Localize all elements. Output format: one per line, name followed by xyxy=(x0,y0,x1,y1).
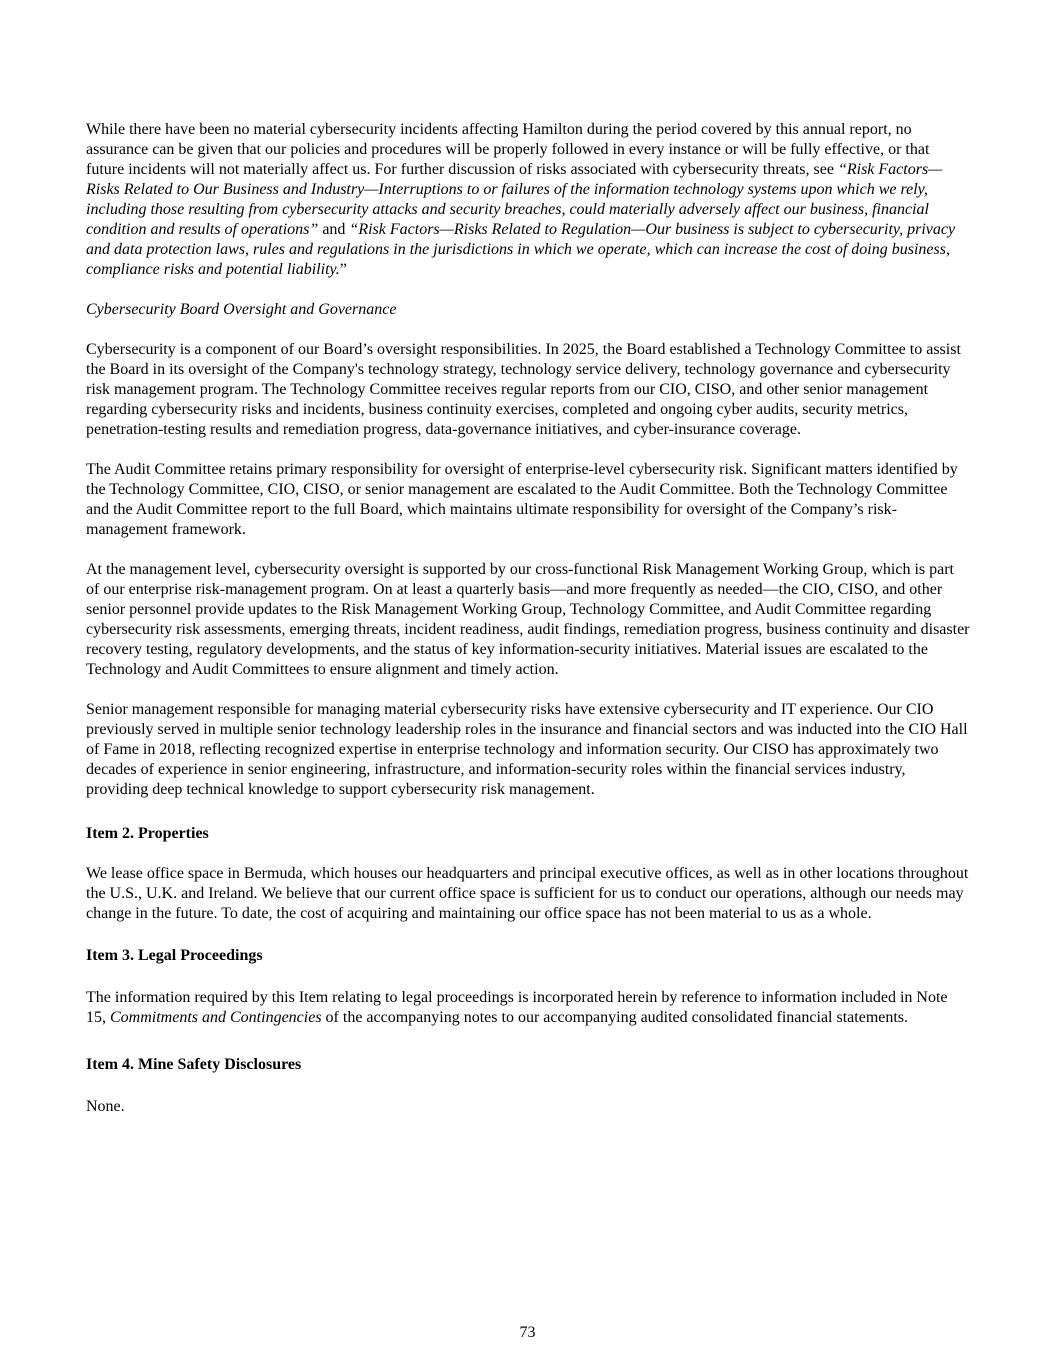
paragraph-text: The information required by this Item relating to legal proceedings is incorporated herein by reference to information included in Note 15, xyxy=(86,989,948,1026)
closing-quote: ” xyxy=(339,261,347,278)
item-2-heading: Item 2. Properties xyxy=(86,825,209,842)
note-title: Commitments and Contingencies xyxy=(110,1009,322,1026)
management-oversight-paragraph: At the management level, cybersecurity oversight is supported by our cross-functional Risk Management Working Group, which is part of our enterprise risk-management program. On at least a quarterly basis—and more frequently as needed—the CIO, CISO, and other senior personnel provide updates to the Risk Management Working Group, Technology Committee, and Audit Committee regarding cybersecurity risk assessments, emerging threats, incident readiness, audit findings, remediation progress, business continuity and disaster recovery testing, regulatory developments, and the status of key information-security initiatives. Material issues are escalated to the Technology and Audit Committees to ensure alignment and timely action. xyxy=(86,561,970,678)
paragraph-text: While there have been no material cybersecurity incidents affecting Hamilton during the period covered by this annual report, no assurance can be given that our policies and procedures will be properly followed in every instance or will be fully effective, or that future incidents will not materially affect us. For further discussion of risks associated with cybersecurity threats, see xyxy=(86,121,930,178)
risk-factor-reference-1: “Risk Factors—Risks Related to Our Business and Industry—Interruptions to or failures of the information technology systems upon which we rely, including those resulting from cybersecurity attacks and security breaches, could materially adversely affect our business, financial condition and results of operations” xyxy=(86,161,943,238)
risk-factor-reference-2: “Risk Factors—Risks Related to Regulation—Our business is subject to cybersecurity, privacy and data protection laws, rules and regulations in the jurisdictions in which we operate, which can increase the cost of doing business, compliance risks and potential liability. xyxy=(86,221,956,278)
document-page xyxy=(86,120,970,1117)
risk-discussion-paragraph xyxy=(86,120,970,280)
senior-management-paragraph: Senior management responsible for managing material cybersecurity risks have extensive cybersecurity and IT experience. Our CIO previously served in multiple senior technology leadership roles in the insurance and financial sectors and was inducted into the CIO Hall of Fame in 2018, reflecting recognized expertise in enterprise technology and information security. Our CISO has approximately two decades of experience in senior engineering, infrastructure, and information-security roles within the financial services industry, providing deep technical knowledge to support cybersecurity risk management. xyxy=(86,701,968,798)
audit-committee-paragraph: The Audit Committee retains primary responsibility for oversight of enterprise-level cybersecurity risk. Significant matters identified by the Technology Committee, CIO, CISO, or senior management are escalated to the Audit Committee. Both the Technology Committee and the Audit Committee report to the full Board, which maintains ultimate responsibility for oversight of the Company’s risk-management framework. xyxy=(86,461,958,538)
item-3-body xyxy=(86,988,970,1028)
page-number: 73 xyxy=(519,1324,536,1341)
paragraph-text: and xyxy=(318,221,350,238)
item-4-body: None. xyxy=(86,1098,125,1115)
paragraph-text: of the accompanying notes to our accompanying audited consolidated financial statements. xyxy=(321,1009,909,1026)
item-4-heading: Item 4. Mine Safety Disclosures xyxy=(86,1056,302,1073)
item-2-body: We lease office space in Bermuda, which houses our headquarters and principal executive offices, as well as in other locations throughout the U.S., U.K. and Ireland. We believe that our current office space is sufficient for us to conduct our operations, although our needs may change in the future. To date, the cost of acquiring and maintaining our office space has not been material to us as a whole. xyxy=(86,865,969,922)
section-subheading: Cybersecurity Board Oversight and Governance xyxy=(86,301,397,318)
item-3-heading: Item 3. Legal Proceedings xyxy=(86,947,263,964)
board-oversight-paragraph: Cybersecurity is a component of our Board’s oversight responsibilities. In 2025, the Board established a Technology Committee to assist the Board in its oversight of the Company's technology strategy, technology service delivery, technology governance and cybersecurity risk management program. The Technology Committee receives regular reports from our CIO, CISO, and other senior management regarding cybersecurity risks and incidents, business continuity exercises, completed and ongoing cyber audits, security metrics, penetration-testing results and remediation progress, data-governance initiatives, and cyber-insurance coverage. xyxy=(86,341,961,438)
